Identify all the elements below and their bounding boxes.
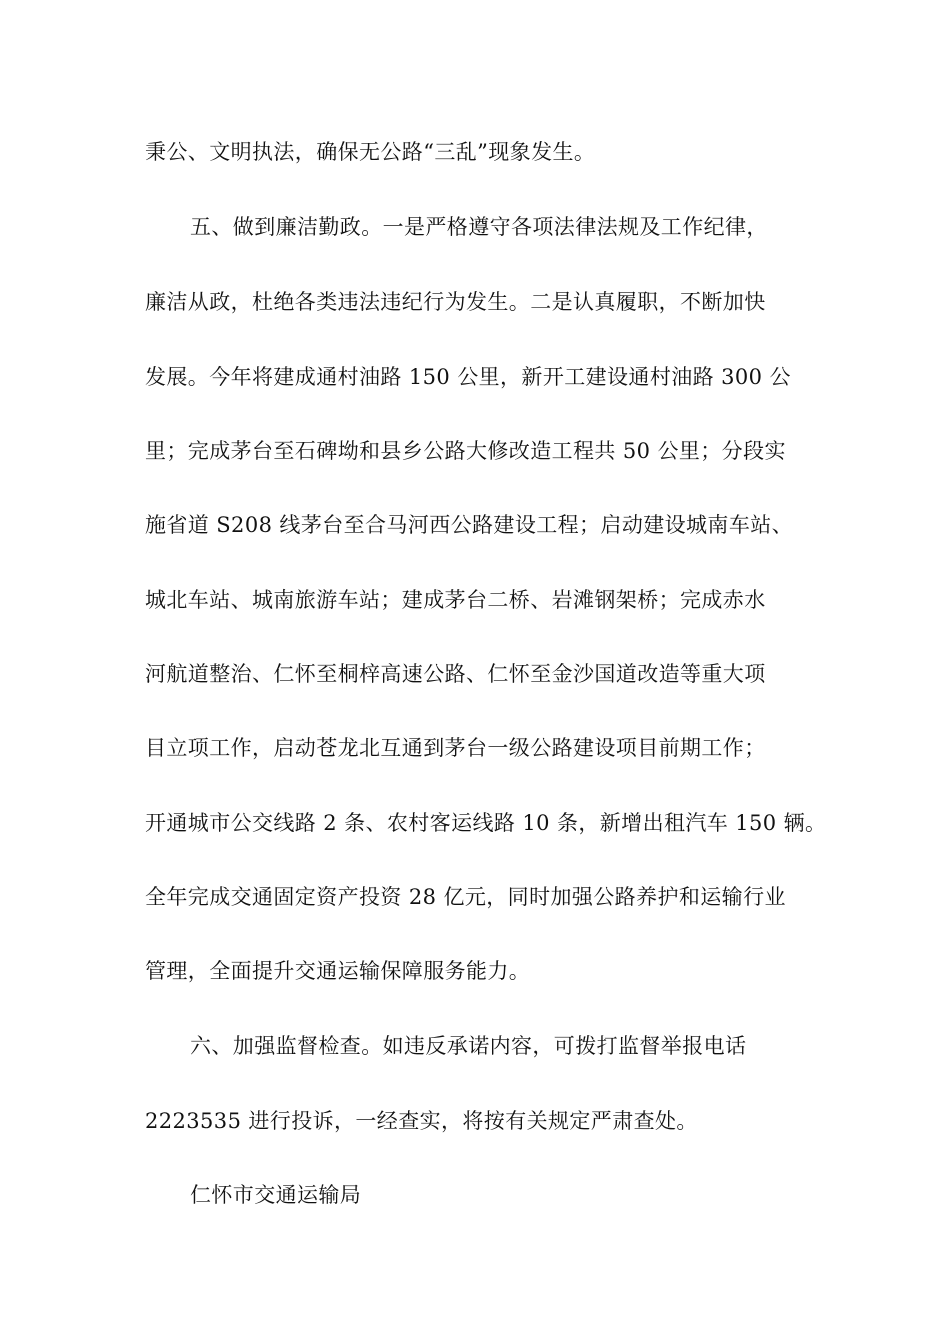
section-five-heading-line: 五、做到廉洁勤政。一是严格遵守各项法律法规及工作纪律，	[190, 215, 768, 239]
signature-organization: 仁怀市交通运输局	[190, 1183, 362, 1207]
text-line: 2223535 进行投诉，一经查实，将按有关规定严肃查处。	[145, 1109, 698, 1133]
text-line: 管理，全面提升交通运输保障服务能力。	[145, 959, 531, 983]
text-line: 施省道 S208 线茅台至合马河西公路建设工程；启动建设城南车站、	[145, 513, 794, 537]
text-line: 城北车站、城南旅游车站；建成茅台二桥、岩滩钢架桥；完成赤水	[145, 588, 766, 612]
text-line: 秉公、文明执法，确保无公路“三乱”现象发生。	[145, 140, 596, 164]
text-line: 廉洁从政，杜绝各类违法违纪行为发生。二是认真履职，不断加快	[145, 290, 766, 314]
text-line: 开通城市公交线路 2 条、农村客运线路 10 条，新增出租汽车 150 辆。	[145, 811, 827, 835]
text-line: 里；完成茅台至石碑坳和县乡公路大修改造工程共 50 公里；分段实	[145, 439, 786, 463]
text-line: 全年完成交通固定资产投资 28 亿元，同时加强公路养护和运输行业	[145, 885, 786, 909]
text-line: 河航道整治、仁怀至桐梓高速公路、仁怀至金沙国道改造等重大项	[145, 662, 766, 686]
text-line: 目立项工作，启动苍龙北互通到茅台一级公路建设项目前期工作；	[145, 736, 766, 760]
text-line: 发展。今年将建成通村油路 150 公里，新开工建设通村油路 300 公	[145, 365, 791, 389]
section-six-heading-line: 六、加强监督检查。如违反承诺内容，可拨打监督举报电话	[190, 1034, 747, 1058]
